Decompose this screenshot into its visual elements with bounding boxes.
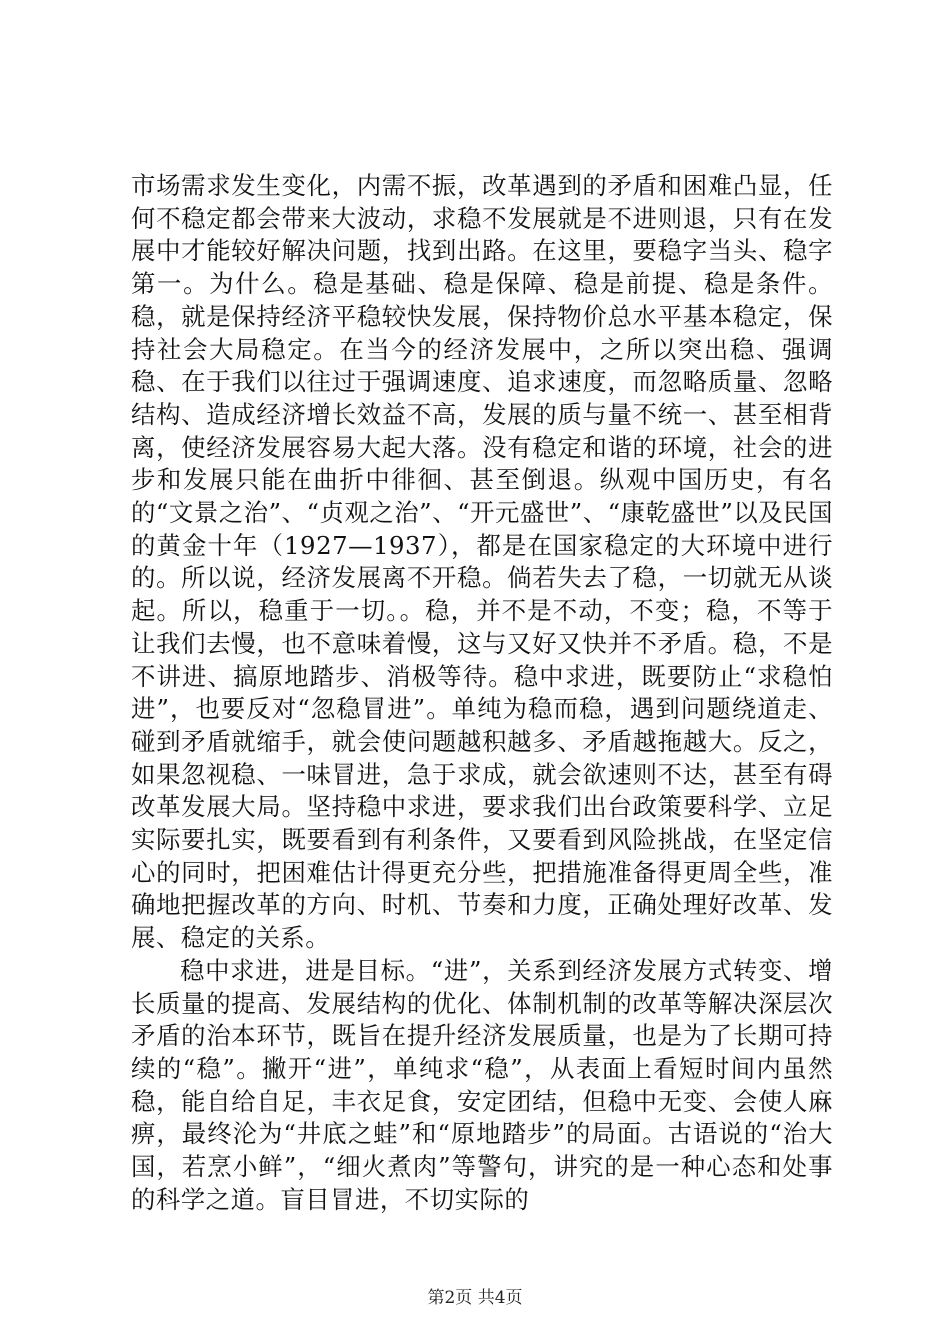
paragraph-2: 稳中求进，进是目标。“进”，关系到经济发展方式转变、增长质量的提高、发展结构的优化、体制机制的改革等解决深层次矛盾的治本环节，既旨在提升经济发展质量，也是为了长期可持续的“稳”。撇开“进”，单纯求“稳”，从表面上看短时间内虽然稳，能自给自足，丰衣足食，安定团结，但稳中无变、会使人麻痹，最终沦为“井底之蛙”和“原地踏步”的局面。古语说的“治大国，若烹小鲜”，“细火煮肉”等警句，讲究的是一种心态和处事的科学之道。盲目冒进，不切实际的 xyxy=(131,955,833,1214)
page-footer: 第2页 共4页 xyxy=(427,1288,523,1308)
body-text xyxy=(131,170,833,1217)
paragraph-1: 市场需求发生变化，内需不振，改革遇到的矛盾和困难凸显，任何不稳定都会带来大波动，求稳不发展就是不进则退，只有在发展中才能较好解决问题，找到出路。在这里，要稳字当头、稳字第一。为什么。稳是基础、稳是保障、稳是前提、稳是条件。稳，就是保持经济平稳较快发展，保持物价总水平基本稳定，保持社会大局稳定。在当今的经济发展中，之所以突出稳、强调稳、在于我们以往过于强调速度、追求速度，而忽略质量、忽略结构、造成经济增长效益不高，发展的质与量不统一、甚至相背离，使经济发展容易大起大落。没有稳定和谐的环境，社会的进步和发展只能在曲折中徘徊、甚至倒退。纵观中国历史，有名的“文景之治”、“贞观之治”、“开元盛世”、“康乾盛世”以及民国的黄金十年（1927—1937），都是在国家稳定的大环境中进行的。所以说，经济发展离不开稳。倘若失去了稳，一切就无从谈起。所以，稳重于一切。。稳，并不是不动，不变；稳，不等于让我们去慢，也不意味着慢，这与又好又快并不矛盾。稳，不是不讲进、搞原地踏步、消极等待。稳中求进，既要防止“求稳怕进”，也要反对“忽稳冒进”。单纯为稳而稳，遇到问题绕道走、碰到矛盾就缩手，就会使问题越积越多、矛盾越拖越大。反之，如果忽视稳、一味冒进，急于求成，就会欲速则不达，甚至有碍改革发展大局。坚持稳中求进，要求我们出台政策要科学、立足实际要扎实，既要看到有利条件，又要看到风险挑战，在坚定信心的同时，把困难估计得更充分些，把措施准备得更周全些，准确地把握改革的方向、时机、节奏和力度，正确处理好改革、发展、稳定的关系。 xyxy=(131,171,833,953)
